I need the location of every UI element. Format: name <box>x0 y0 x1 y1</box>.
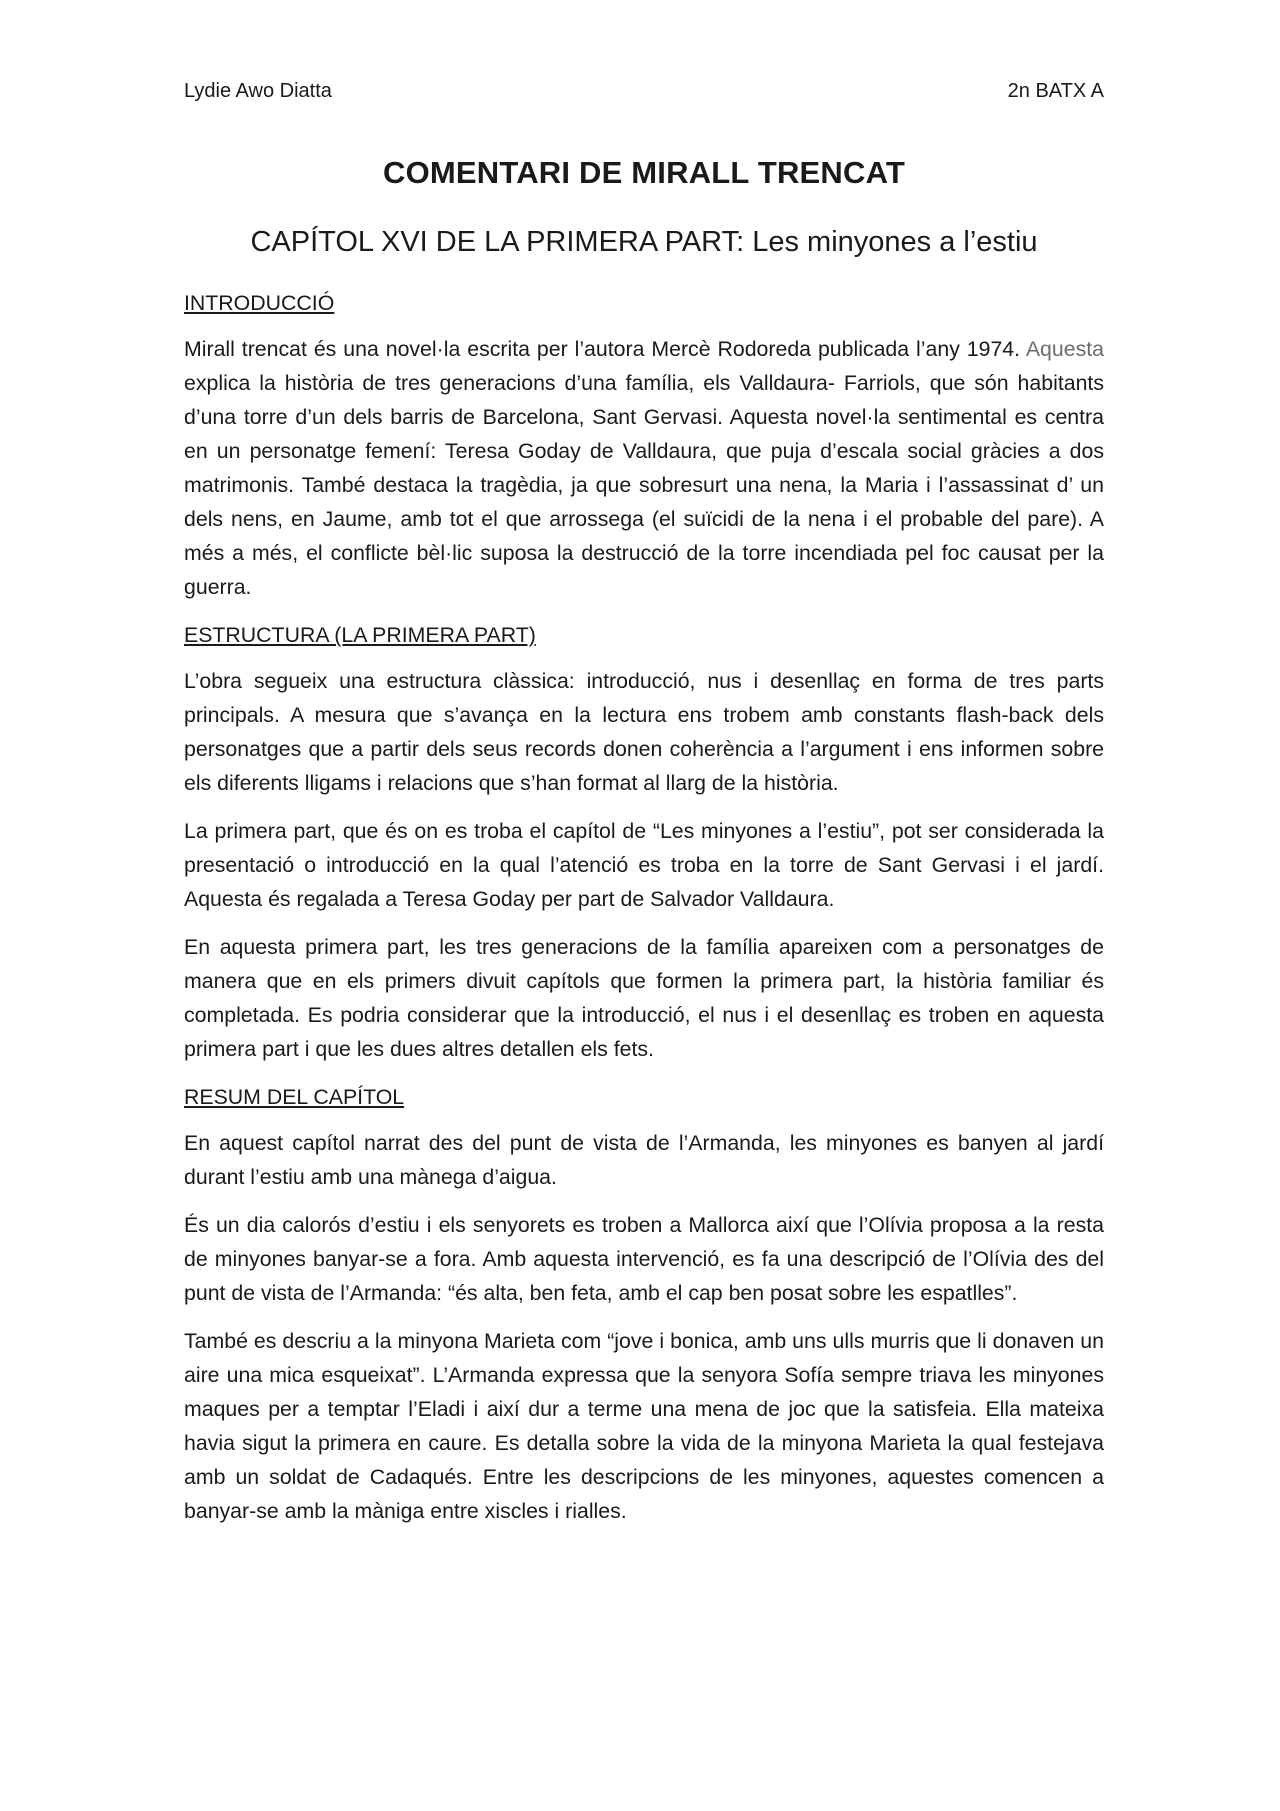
paragraph-summary-1: En aquest capítol narrat des del punt de vista de l’Armanda, les minyones es banyen al jardí durant l’estiu amb una mànega d’aigua. <box>184 1131 1104 1189</box>
paragraph-summary-3: També es descriu a la minyona Marieta com “jove i bonica, amb uns ulls murris que li donaven un aire una mica esqueixat”. L’Armanda expressa que la senyora Sofía sempre triava les minyones maques per a temptar l’Eladi i així dur a terme una mena de joc que la satisfeia. Ella mateixa havia sigut la primera en caure. Es detalla sobre la vida de la minyona Marieta la qual festejava amb un soldat de Cadaqués. Entre les descripcions de les minyones, aquestes comencen a banyar-se amb la màniga entre xiscles i rialles. <box>184 1329 1104 1523</box>
section-heading-summary: RESUM DEL CAPÍTOL <box>184 1085 405 1109</box>
paragraph-accent-word: Aquesta <box>1025 337 1104 361</box>
paragraph-introduction <box>184 332 1104 604</box>
paragraph-structure-2: La primera part, que és on es troba el capítol de “Les minyones a l’estiu”, pot ser considerada la presentació o introducció en la qual l’atenció es troba en la torre de Sant Gervasi i el jardí. Aquesta és regalada a Teresa Goday per part de Salvador Valldaura. <box>184 819 1104 911</box>
class-label: 2n BATX A <box>1007 80 1104 102</box>
paragraph-structure-3: En aquesta primera part, les tres generacions de la família apareixen com a personatges de manera que en els primers divuit capítols que formen la primera part, la història familiar és completada. Es podria considerar que la introducció, el nus i el desenllaç es troben en aquesta primera part i que les dues altres detallen els fets. <box>184 935 1104 1061</box>
page-header <box>184 80 1104 103</box>
author-name: Lydie Awo Diatta <box>184 80 332 102</box>
paragraph-text: Mirall trencat és una novel·la escrita per l’autora Mercè Rodoreda publicada l’any 1974. <box>184 337 1021 361</box>
paragraph-summary-2: És un dia calorós d’estiu i els senyorets es troben a Mallorca així que l’Olívia proposa a la resta de minyones banyar-se a fora. Amb aquesta intervenció, es fa una descripció de l’Olívia des del punt de vista de l’Armanda: “és alta, ben feta, amb el cap ben posat sobre les espatlles”. <box>184 1213 1104 1305</box>
document-title: COMENTARI DE MIRALL TRENCAT <box>382 155 906 190</box>
section-heading-introduction: INTRODUCCIÓ <box>184 291 335 315</box>
document-subtitle: CAPÍTOL XVI DE LA PRIMERA PART: Les minyones a l’estiu <box>250 226 1038 258</box>
section-heading-structure: ESTRUCTURA (LA PRIMERA PART) <box>184 623 536 647</box>
paragraph-text: explica la història de tres generacions d’una família, els Valldaura- Farriols, que són habitants d’una torre d’un dels barris de Barcelona, Sant Gervasi. Aquesta novel·la sentimental es centra en un personatge femení: Teresa Goday de Valldaura, que puja d’escala social gràcies a dos matrimonis. També destaca la tragèdia, ja que sobresurt una nena, la Maria i l’assassinat d’ un dels nens, en Jaume, amb tot el que arrossega (el suïcidi de la nena i el probable del pare). A més a més, el conflicte bèl·lic suposa la destrucció de la torre incendiada pel foc causat per la guerra. <box>184 371 1104 599</box>
paragraph-structure-1: L’obra segueix una estructura clàssica: introducció, nus i desenllaç en forma de tres parts principals. A mesura que s’avança en la lectura ens trobem amb constants flash-back dels personatges que a partir dels seus records donen coherència a l’argument i ens informen sobre els diferents lligams i relacions que s’han format al llarg de la història. <box>184 669 1104 795</box>
document-body <box>184 286 1104 1542</box>
